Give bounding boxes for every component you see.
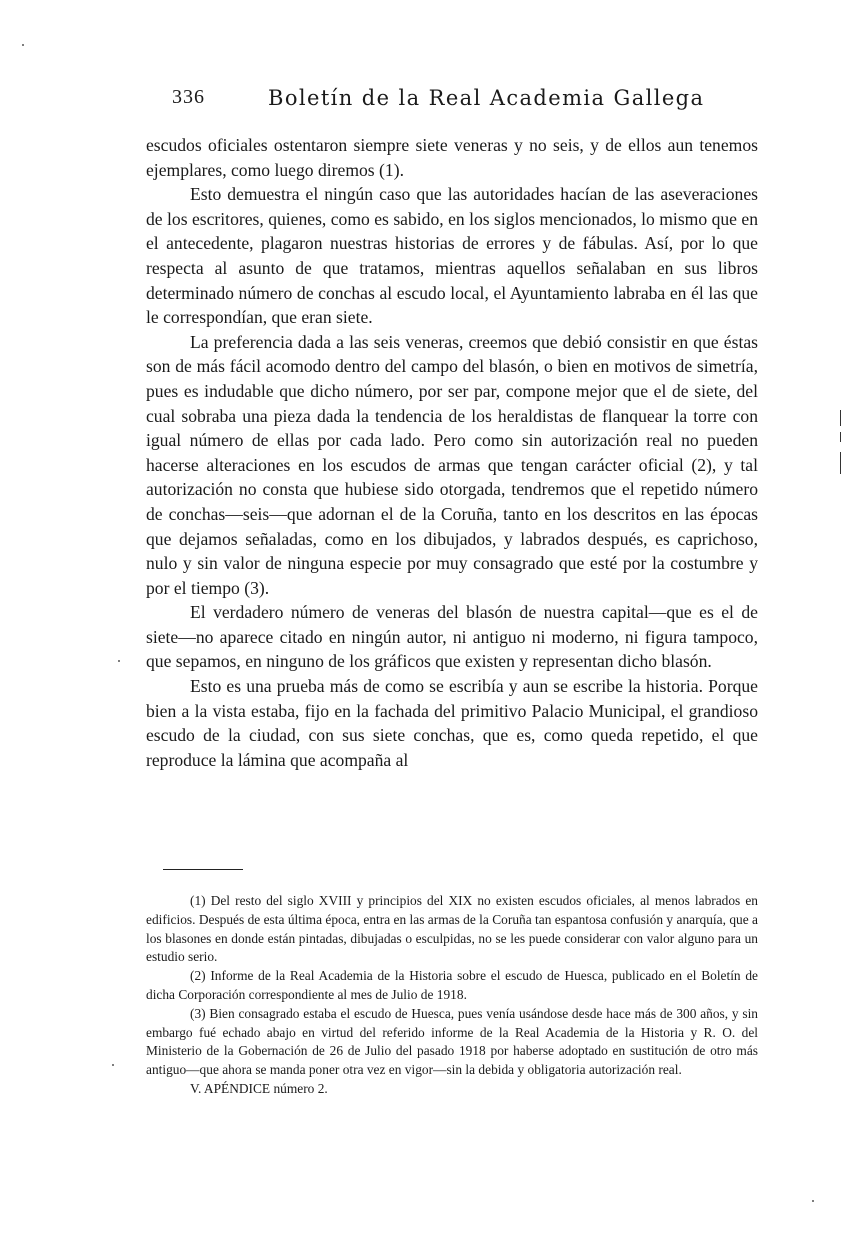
scan-artifact: [118, 660, 120, 662]
scan-artifact: [840, 452, 841, 474]
footnote: (2) Informe de la Real Academia de la Historia sobre el escudo de Huesca, publicado en el Boletín de dicha Corporación correspondiente al mes de Julio de 1918.: [146, 968, 758, 1002]
footnote: V. APÉNDICE número 2.: [190, 1080, 328, 1096]
scan-artifact: [112, 1064, 114, 1066]
scan-artifact: [840, 410, 841, 426]
page-number: 336: [172, 86, 205, 108]
scan-artifact: [840, 432, 841, 442]
footnote: (1) Del resto del siglo XVIII y principios del XIX no existen escudos oficiales, al menos labrados en edificios. Después de esta última época, entra en las armas de la Coruña tan espantosa confusión y anarquía, que a los blasones en donde están pintadas, dibujadas o esculpidas, no se les puede considerar con valor alguno para un estudio serio.: [146, 893, 758, 965]
page-header: [150, 86, 760, 116]
body-paragraph: El verdadero número de veneras del blasón de nuestra capital—que es el de siete—no aparece citado en ningún autor, ni antiguo ni moderno, ni figura tampoco, que sepamos, en ninguno de los gráficos que existen y representan dicho blasón.: [146, 602, 758, 672]
footnotes: [146, 892, 758, 1099]
body-paragraph: Esto demuestra el ningún caso que las autoridades hacían de las aseveraciones de los escritores, quienes, como es sabido, en los siglos mencionados, lo mismo que en el antecedente, plagaron nuestras historias de errores y de fábulas. Así, por lo que respecta al asunto de que tratamos, mientras aquellos señalaban en sus libros determinado número de conchas al escudo local, el Ayuntamiento labraba en él las que le correspondían, que eran siete.: [146, 184, 758, 328]
footnote-divider: [163, 869, 243, 870]
footnote: (3) Bien consagrado estaba el escudo de Huesca, pues venía usándose desde hace más de 300 años, y sin embargo fué echado abajo en virtud del referido informe de la Real Academia de la Historia y R. O. del Ministerio de la Gobernación de 26 de Julio del pasado 1918 por haberse adoptado en sustitución de otro más antiguo—que ahora se manda poner otra vez en vigor—sin la debida y obligatoria autorización real.: [146, 1005, 758, 1078]
scan-artifact: [812, 1200, 814, 1202]
body-paragraph: escudos oficiales ostentaron siempre siete veneras y no seis, y de ellos aun tenemos ejemplares, como luego diremos (1).: [146, 135, 758, 180]
scan-artifact: [22, 44, 24, 46]
body-paragraph: La preferencia dada a las seis veneras, creemos que debió consistir en que éstas son de más fácil acomodo dentro del campo del blasón, o bien en motivos de simetría, pues es indudable que dicho número, por ser par, compone mejor que el de siete, del cual sobraba una pieza dada la tendencia de los heraldistas de flanquear la torre con igual número de ellas por cada lado. Pero como sin autorización real no pueden hacerse alteraciones en los escudos de armas que tengan carácter oficial (2), y tal autorización no consta que hubiese sido otorgada, tendremos que el repetido número de conchas—seis—que adornan el de la Coruña, tanto en los descritos en las épocas que dejamos señaladas, como en los dibujados, y labrados después, es caprichoso, nulo y sin valor de ninguna especie por muy consagrado que esté por la costumbre y por el tiempo (3).: [146, 331, 758, 598]
running-title: Boletín de la Real Academia Gallega: [268, 86, 705, 110]
body-text: [146, 133, 758, 772]
body-paragraph: Esto es una prueba más de como se escribía y aun se escribe la historia. Porque bien a la vista estaba, fijo en la fachada del primitivo Palacio Municipal, el grandioso escudo de la ciudad, con sus siete conchas, que es, como queda repetido, el que reproduce la lámina que acompaña al: [146, 676, 758, 770]
